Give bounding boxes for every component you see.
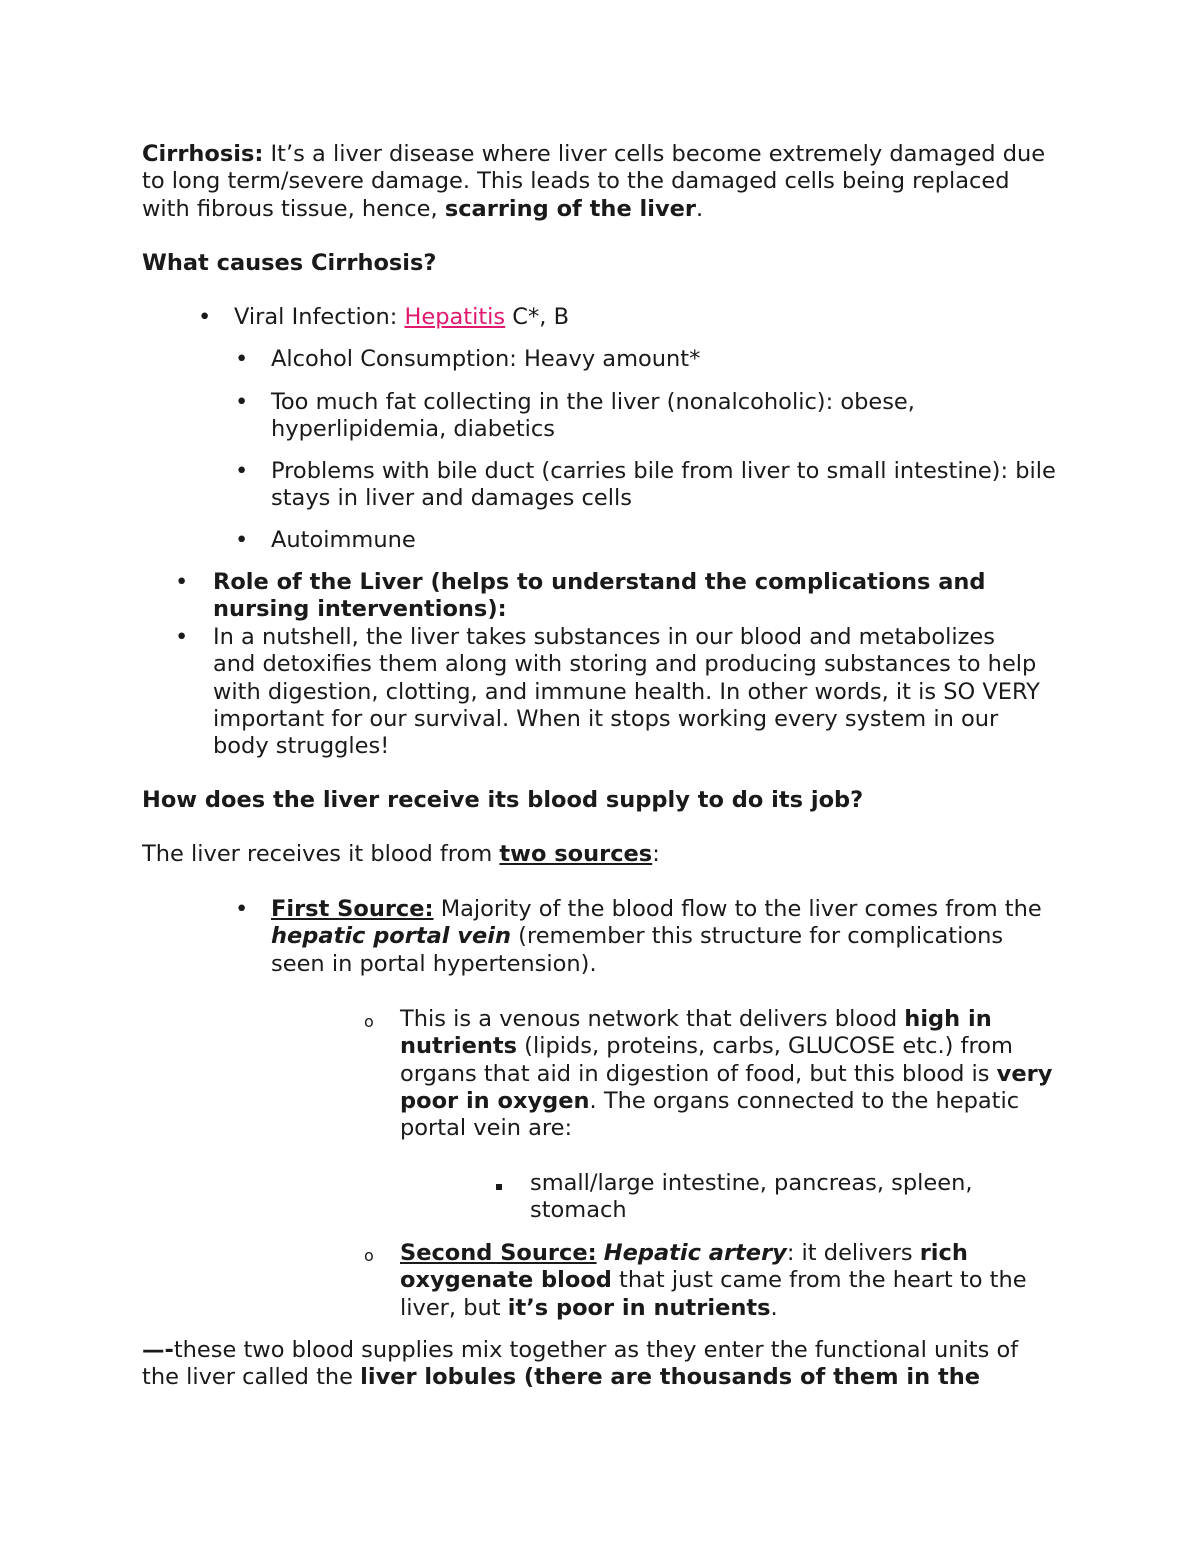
bullet-icon	[235, 346, 255, 373]
venous-text: (lipids, proteins, carbs, GLUCOSE etc.) from organs that aid in digestion of food, but this blood is	[400, 1033, 1013, 1087]
blood-intro-end: :	[652, 841, 660, 867]
list-item	[271, 527, 1051, 554]
role-text: In a nutshell, the liver takes substances in our blood and metabolizes and detoxifies them along with storing and producing substances to help with digestion, clotting, and immune health. In other words, it is SO VERY important for our survival. When it stops working every system in our body struggles!	[213, 624, 1040, 760]
blood-intro-text: The liver receives it blood from	[142, 841, 500, 867]
bullet-icon	[175, 624, 195, 651]
organs-item	[530, 1170, 1010, 1225]
intro-end: .	[695, 195, 704, 222]
bullet-icon	[235, 527, 255, 554]
venous-text: This is a venous network that delivers blood	[400, 1006, 905, 1032]
second-source-text: : it delivers	[786, 1240, 920, 1266]
venous-bold: very poor in oxygen	[400, 1060, 1053, 1114]
item-text: C*, B	[505, 304, 570, 330]
two-sources: two sources	[499, 841, 653, 867]
second-source-text: that just came from the heart to the liver, but	[400, 1267, 1027, 1321]
intro-text: It’s a liver disease where liver cells become extremely damaged due to long term/severe damage. This leads to the damaged cells being replaced with fibrous tissue, hence,	[142, 141, 1046, 222]
bullet-icon	[235, 896, 255, 923]
liver-lobules: liver lobules (there are thousands of them in the	[360, 1364, 980, 1391]
list-item	[271, 458, 1061, 513]
venous-text: . The organs connected to the hepatic portal vein are:	[400, 1087, 1020, 1142]
mix-text: these two blood supplies mix together as they enter the functional units of the liver called the	[142, 1337, 1019, 1391]
venous-bold: high in nutrients	[400, 1006, 992, 1060]
second-source-end: .	[770, 1294, 778, 1321]
causes-heading	[142, 250, 436, 277]
circle-bullet-icon: o	[364, 1246, 374, 1265]
second-source-bold: it’s poor in nutrients	[507, 1294, 771, 1321]
second-source-bold: rich oxygenate blood	[400, 1240, 968, 1294]
first-source-label: First Source:	[271, 896, 434, 922]
item-text: Autoimmune	[271, 527, 416, 553]
hepatic-artery: Hepatic artery	[603, 1240, 787, 1266]
mix-paragraph	[142, 1337, 1057, 1392]
item-text: Too much fat collecting in the liver (nonalcoholic): obese, hyperlipidemia, diabetics	[271, 389, 915, 443]
second-source-item	[364, 1240, 1070, 1322]
first-source-text: (remember this structure for complications seen in portal hypertension).	[271, 923, 1004, 977]
hepatitis-link[interactable]: Hepatitis	[404, 304, 506, 330]
role-heading-text: Role of the Liver (helps to understand the complications and nursing interventions):	[213, 569, 986, 623]
first-source-text: Majority of the blood flow to the liver comes from the	[433, 896, 1042, 922]
second-source-label: Second Source:	[400, 1240, 597, 1266]
hepatic-portal-vein: hepatic portal vein	[271, 923, 512, 950]
role-heading	[213, 569, 1043, 624]
item-text: Viral Infection:	[234, 304, 405, 330]
circle-bullet-icon: o	[364, 1012, 374, 1031]
square-bullet-icon	[496, 1170, 516, 1197]
bullet-icon	[235, 389, 255, 416]
list-item	[271, 389, 971, 444]
bullet-icon	[175, 569, 195, 596]
intro-paragraph	[142, 141, 1057, 223]
intro-bold: scarring of the liver	[444, 195, 696, 222]
term-cirrhosis: Cirrhosis:	[142, 141, 264, 167]
venous-item	[364, 1006, 1055, 1142]
first-source-item	[271, 896, 1051, 978]
causes-heading-text: What causes Cirrhosis?	[142, 250, 437, 276]
list-item	[234, 304, 1034, 331]
dash: —-	[142, 1337, 174, 1363]
blood-heading	[142, 787, 863, 814]
blood-heading-text: How does the liver receive its blood supply to do its job?	[142, 787, 864, 813]
item-text: Problems with bile duct (carries bile from liver to small intestine): bile stays in liver and damages cells	[271, 458, 1056, 512]
bullet-icon	[198, 304, 218, 331]
list-item	[271, 346, 1051, 373]
second-source-space	[597, 1240, 604, 1266]
organs-text: small/large intestine, pancreas, spleen, stomach	[530, 1170, 973, 1224]
bullet-icon	[235, 458, 255, 485]
role-paragraph	[213, 624, 1043, 760]
blood-intro	[142, 841, 660, 868]
item-text: Alcohol Consumption: Heavy amount*	[271, 346, 701, 372]
